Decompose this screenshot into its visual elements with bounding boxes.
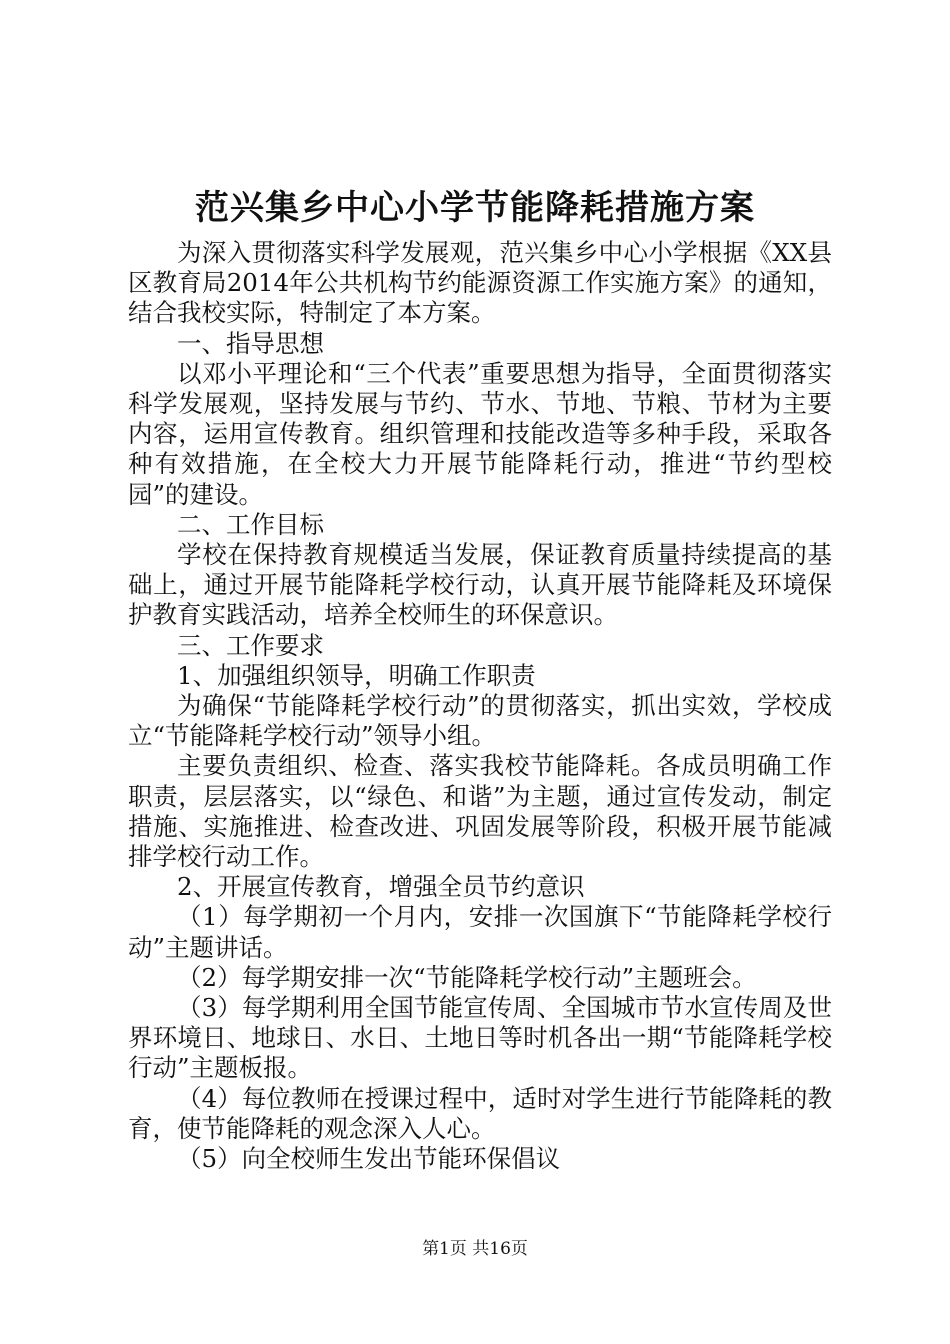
page-footer: 第1页 共16页 bbox=[422, 1239, 528, 1259]
list-item: （1）每学期初一个月内，安排一次国旗下“节能降耗学校行动”主题讲话。 bbox=[128, 902, 832, 962]
paragraph: 为确保“节能降耗学校行动”的贯彻落实，抓出实效，学校成立“节能降耗学校行动”领导小组。 bbox=[128, 691, 832, 751]
list-item: （5）向全校师生发出节能环保倡议 bbox=[177, 1144, 561, 1174]
paragraph: 以邓小平理论和“三个代表”重要思想为指导，全面贯彻落实科学发展观，坚持发展与节约、节水、节地、节粮、节材为主要内容，运用宣传教育。组织管理和技能改造等多种手段，采取各种有效措施，在全校大力开展节能降耗行动，推进“节约型校园”的建设。 bbox=[128, 358, 832, 509]
subsection-heading: 1、加强组织领导，明确工作职责 bbox=[177, 660, 536, 690]
document-title: 范兴集乡中心小学节能降耗措施方案 bbox=[195, 188, 755, 228]
section-heading: 二、工作目标 bbox=[177, 509, 324, 539]
paragraph: 主要负责组织、检查、落实我校节能降耗。各成员明确工作职责，层层落实，以“绿色、和谐”为主题，通过宣传发动，制定措施、实施推进、检查改进、巩固发展等阶段，积极开展节能减排学校行动工作。 bbox=[128, 751, 832, 872]
list-item: （3）每学期利用全国节能宣传周、全国城市节水宣传周及世界环境日、地球日、水日、土地日等时机各出一期“节能降耗学校行动”主题板报。 bbox=[128, 993, 832, 1083]
paragraph: 学校在保持教育规模适当发展，保证教育质量持续提高的基础上，通过开展节能降耗学校行动，认真开展节能降耗及环境保护教育实践活动，培养全校师生的环保意识。 bbox=[128, 540, 832, 630]
document-body bbox=[128, 238, 832, 1174]
list-item: （4）每位教师在授课过程中，适时对学生进行节能降耗的教育，使节能降耗的观念深入人心。 bbox=[128, 1083, 832, 1143]
list-item: （2）每学期安排一次“节能降耗学校行动”主题班会。 bbox=[177, 962, 757, 992]
paragraph: 为深入贯彻落实科学发展观，范兴集乡中心小学根据《XX县区教育局2014年公共机构节约能源资源工作实施方案》的通知，结合我校实际，特制定了本方案。 bbox=[128, 238, 832, 328]
section-heading: 一、指导思想 bbox=[177, 328, 324, 358]
subsection-heading: 2、开展宣传教育，增强全员节约意识 bbox=[177, 872, 585, 902]
section-heading: 三、工作要求 bbox=[177, 630, 324, 660]
